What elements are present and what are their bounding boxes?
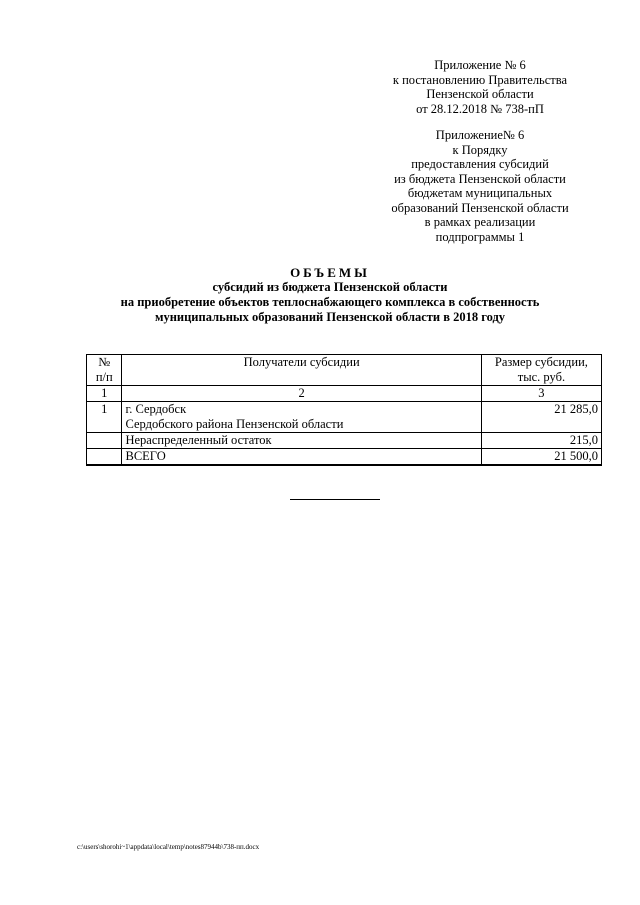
recipient-line: Сердобского района Пензенской области <box>125 417 344 431</box>
footer-file-path: c:\users\shorohi~1\appdata\local\temp\notes87944b\738-пп.docx <box>77 843 260 851</box>
row-amount: 215,0 <box>481 433 601 449</box>
header-number-line: № <box>98 355 111 369</box>
appendix-heading-procedure <box>380 128 580 244</box>
appendix-line: предоставления субсидий <box>411 157 549 171</box>
appendix-line: от 28.12.2018 № 738-пП <box>416 101 544 116</box>
appendix-line: к постановлению Правительства <box>392 72 568 87</box>
appendix-line: образований Пензенской области <box>391 200 569 215</box>
row-amount: 21 285,0 <box>481 402 601 433</box>
appendix-heading-resolution <box>380 58 580 116</box>
appendix-line: Приложение№ 6 <box>435 128 525 142</box>
table-header-row <box>87 355 602 386</box>
appendix-line: из бюджета Пензенской области <box>394 171 566 186</box>
header-amount-line: тыс. руб. <box>517 370 566 384</box>
table-row <box>87 402 602 433</box>
row-recipient: Нераспределенный остаток <box>122 433 481 449</box>
row-number: 1 <box>87 402 122 433</box>
appendix-line: Приложение № 6 <box>434 58 526 72</box>
subsidies-table <box>86 354 602 466</box>
total-amount: 21 500,0 <box>481 449 601 466</box>
title-line: субсидий из бюджета Пензенской области <box>212 280 448 294</box>
main-title: ОБЪЕМЫ <box>290 265 370 280</box>
header-amount <box>481 355 601 386</box>
row-number <box>87 433 122 449</box>
recipient-line: г. Сердобск <box>125 402 187 416</box>
title-line: муниципальных образований Пензенской области в 2018 году <box>154 310 506 324</box>
table-index-row <box>87 386 602 402</box>
index-cell: 3 <box>481 386 601 402</box>
row-recipient <box>122 402 481 433</box>
appendix-line: в рамках реализации <box>424 215 536 229</box>
total-number <box>87 449 122 466</box>
index-cell: 1 <box>87 386 122 402</box>
appendix-line: подпрограммы 1 <box>435 229 525 244</box>
table-row <box>87 433 602 449</box>
appendix-line: бюджетам муниципальных <box>407 186 553 200</box>
separator-line <box>290 499 380 500</box>
header-number-line: п/п <box>95 370 113 384</box>
table-total-row <box>87 449 602 466</box>
title-line: на приобретение объектов теплоснабжающего комплекса в собственность <box>120 295 540 309</box>
total-label: ВСЕГО <box>122 449 481 466</box>
header-amount-line: Размер субсидии, <box>494 355 588 369</box>
header-recipient: Получатели субсидии <box>122 355 481 386</box>
header-number <box>87 355 122 386</box>
document-title <box>60 265 600 325</box>
appendix-line: Пензенской области <box>426 87 534 101</box>
appendix-line: к Порядку <box>452 142 508 157</box>
index-cell: 2 <box>122 386 481 402</box>
